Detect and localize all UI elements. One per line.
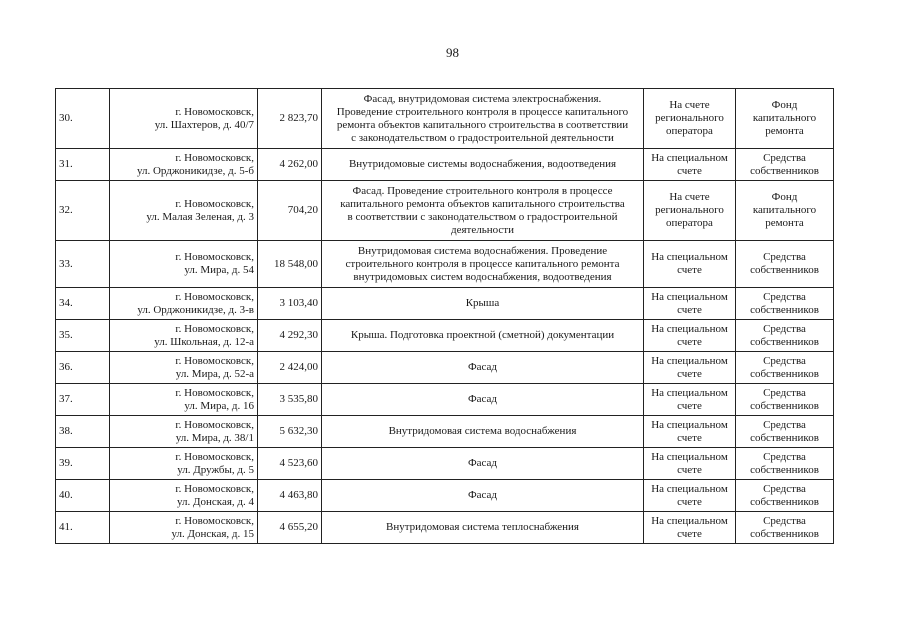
area-cell: 5 632,30	[258, 416, 322, 448]
account-line: счете	[677, 264, 702, 276]
work-type-line: Фасад	[467, 489, 498, 501]
row-number: 31.	[56, 149, 110, 181]
area-cell: 3 535,80	[258, 384, 322, 416]
funding-source-line: собственников	[750, 303, 819, 316]
account-cell	[644, 480, 736, 512]
account-line: счете	[677, 367, 702, 380]
funding-source-cell	[736, 149, 834, 181]
area-cell: 2 823,70	[258, 89, 322, 149]
account-line: На специальном	[651, 354, 728, 367]
address-cell	[110, 320, 258, 352]
funding-source-line: Фонд	[771, 99, 798, 111]
account-line: регионального	[655, 112, 724, 124]
address-city: г. Новомосковск,	[175, 514, 254, 527]
table-row	[56, 384, 834, 416]
funding-source-line: собственников	[750, 495, 819, 508]
account-cell	[644, 241, 736, 288]
work-type-line: Внутридомовые системы водоснабжения, водоотведения	[348, 158, 617, 170]
funding-source-line: собственников	[750, 527, 819, 540]
account-line: На специальном	[651, 322, 728, 335]
row-number: 40.	[56, 480, 110, 512]
account-line: счете	[677, 399, 702, 412]
address-city: г. Новомосковск,	[175, 290, 254, 303]
table-row	[56, 181, 834, 241]
work-type-cell	[322, 320, 644, 352]
work-type-cell	[322, 512, 644, 544]
account-cell	[644, 89, 736, 149]
funding-source-line: капитального	[752, 204, 817, 216]
work-type-line: Фасад, внутридомовая система электроснабжения.	[363, 92, 602, 105]
work-type-line: Крыша. Подготовка проектной (сметной) документации	[350, 329, 615, 341]
address-city: г. Новомосковск,	[175, 386, 254, 399]
area-cell: 4 292,30	[258, 320, 322, 352]
funding-source-cell	[736, 480, 834, 512]
address-cell	[110, 352, 258, 384]
table-row	[56, 89, 834, 149]
funding-source-cell	[736, 320, 834, 352]
address-cell	[110, 241, 258, 288]
account-line: На специальном	[651, 482, 728, 495]
funding-source-line: ремонта	[765, 125, 804, 137]
area-cell: 2 424,00	[258, 352, 322, 384]
work-type-line: с законодательством о градостроительной деятельности	[351, 131, 614, 144]
account-line: регионального	[655, 204, 724, 216]
area-cell: 704,20	[258, 181, 322, 241]
table-body	[56, 89, 834, 544]
account-line: На счете	[669, 191, 710, 203]
table-row	[56, 416, 834, 448]
address-street: ул. Дружбы, д. 5	[177, 463, 254, 476]
funding-source-line: собственников	[750, 367, 819, 380]
address-cell	[110, 512, 258, 544]
work-type-line: Крыша	[465, 297, 500, 309]
work-type-line: Внутридомовая система водоснабжения	[388, 425, 577, 437]
address-city: г. Новомосковск,	[175, 197, 254, 210]
account-cell	[644, 181, 736, 241]
funding-source-line: собственников	[750, 399, 819, 412]
row-number: 41.	[56, 512, 110, 544]
funding-source-cell	[736, 512, 834, 544]
account-cell	[644, 448, 736, 480]
funding-source-cell	[736, 181, 834, 241]
account-cell	[644, 512, 736, 544]
work-type-line: ремонта объектов капитального строительства в соответствии	[336, 118, 629, 131]
row-number: 32.	[56, 181, 110, 241]
account-line: На специальном	[651, 514, 728, 527]
account-line: счете	[677, 495, 702, 508]
table-row	[56, 320, 834, 352]
row-number: 33.	[56, 241, 110, 288]
funding-source-line: ремонта	[765, 217, 804, 229]
address-city: г. Новомосковск,	[175, 151, 254, 164]
work-type-line: Фасад. Проведение строительного контроля в процессе	[352, 184, 613, 197]
address-street: ул. Малая Зеленая, д. 3	[146, 210, 254, 223]
work-type-line: Проведение строительного контроля в процессе капитального	[336, 105, 629, 118]
row-number: 37.	[56, 384, 110, 416]
account-line: На специальном	[651, 386, 728, 399]
work-type-line: Внутридомовая система теплоснабжения	[386, 521, 579, 533]
account-line: оператора	[666, 217, 713, 229]
row-number: 36.	[56, 352, 110, 384]
area-cell: 4 523,60	[258, 448, 322, 480]
address-city: г. Новомосковск,	[175, 450, 254, 463]
funding-source-cell	[736, 384, 834, 416]
address-street: ул. Мира, д. 16	[184, 399, 254, 412]
table-row	[56, 149, 834, 181]
address-city: г. Новомосковск,	[175, 418, 254, 431]
account-line: счете	[677, 335, 702, 348]
address-city: г. Новомосковск,	[175, 251, 254, 263]
funding-source-line: собственников	[750, 431, 819, 444]
address-street: ул. Мира, д. 38/1	[175, 431, 254, 444]
funding-source-line: Средства	[763, 482, 806, 495]
work-type-cell	[322, 480, 644, 512]
funding-source-cell	[736, 89, 834, 149]
address-street: ул. Школьная, д. 12-а	[154, 335, 254, 348]
table-row	[56, 241, 834, 288]
area-cell: 18 548,00	[258, 241, 322, 288]
work-type-cell	[322, 448, 644, 480]
funding-source-line: Фонд	[771, 191, 798, 203]
area-cell: 3 103,40	[258, 288, 322, 320]
address-cell	[110, 288, 258, 320]
work-type-line: деятельности	[451, 223, 514, 236]
funding-source-line: собственников	[750, 164, 819, 177]
work-type-line: Фасад	[467, 361, 498, 373]
repair-program-table	[55, 88, 834, 544]
address-street: ул. Орджоникидзе, д. 5-б	[136, 164, 254, 177]
work-type-line: Фасад	[467, 457, 498, 469]
table-row	[56, 448, 834, 480]
account-line: счете	[677, 527, 702, 540]
funding-source-line: собственников	[750, 463, 819, 476]
account-line: счете	[677, 164, 702, 177]
account-line: На счете	[669, 99, 710, 111]
funding-source-cell	[736, 288, 834, 320]
address-street: ул. Шахтеров, д. 40/7	[154, 118, 254, 131]
funding-source-cell	[736, 416, 834, 448]
address-street: ул. Мира, д. 54	[184, 264, 254, 276]
table-row	[56, 352, 834, 384]
work-type-line: строительного контроля в процессе капитального ремонта	[345, 257, 620, 270]
address-city: г. Новомосковск,	[175, 322, 254, 335]
table-row	[56, 288, 834, 320]
area-cell: 4 655,20	[258, 512, 322, 544]
address-city: г. Новомосковск,	[175, 482, 254, 495]
row-number: 34.	[56, 288, 110, 320]
row-number: 35.	[56, 320, 110, 352]
work-type-cell	[322, 181, 644, 241]
account-cell	[644, 288, 736, 320]
page-number: 98	[446, 45, 459, 60]
funding-source-line: Средства	[763, 322, 806, 335]
address-cell	[110, 181, 258, 241]
address-city: г. Новомосковск,	[175, 354, 254, 367]
area-cell: 4 262,00	[258, 149, 322, 181]
address-cell	[110, 384, 258, 416]
funding-source-line: Средства	[763, 290, 806, 303]
address-street: ул. Донская, д. 4	[177, 495, 254, 508]
work-type-line: Фасад	[467, 393, 498, 405]
row-number: 39.	[56, 448, 110, 480]
address-city: г. Новомосковск,	[175, 105, 254, 118]
account-cell	[644, 416, 736, 448]
address-street: ул. Орджоникидзе, д. 3-в	[137, 303, 254, 316]
account-line: оператора	[666, 125, 713, 137]
account-cell	[644, 149, 736, 181]
account-line: На специальном	[651, 450, 728, 463]
account-line: счете	[677, 303, 702, 316]
account-line: На специальном	[651, 418, 728, 431]
table-row	[56, 512, 834, 544]
funding-source-cell	[736, 352, 834, 384]
account-line: счете	[677, 463, 702, 476]
funding-source-line: Средства	[763, 386, 806, 399]
account-cell	[644, 352, 736, 384]
account-line: На специальном	[651, 151, 728, 164]
address-cell	[110, 89, 258, 149]
funding-source-cell	[736, 448, 834, 480]
account-cell	[644, 320, 736, 352]
address-cell	[110, 480, 258, 512]
work-type-cell	[322, 416, 644, 448]
funding-source-line: собственников	[750, 335, 819, 348]
area-cell: 4 463,80	[258, 480, 322, 512]
address-cell	[110, 149, 258, 181]
table-row	[56, 480, 834, 512]
address-street: ул. Мира, д. 52-а	[175, 367, 254, 380]
address-cell	[110, 416, 258, 448]
address-cell	[110, 448, 258, 480]
funding-source-line: капитального	[752, 112, 817, 124]
work-type-cell	[322, 241, 644, 288]
account-line: На специальном	[651, 290, 728, 303]
work-type-cell	[322, 352, 644, 384]
work-type-line: в соответствии с законодательством о градостроительной	[347, 210, 618, 223]
row-number: 38.	[56, 416, 110, 448]
work-type-cell	[322, 384, 644, 416]
work-type-cell	[322, 89, 644, 149]
funding-source-line: Средства	[763, 151, 806, 164]
work-type-cell	[322, 288, 644, 320]
account-cell	[644, 384, 736, 416]
work-type-line: капитального ремонта объектов капитального строительства	[340, 197, 625, 210]
work-type-line: Внутридомовая система водоснабжения. Проведение	[357, 244, 608, 257]
work-type-line: внутридомовых систем водоснабжения, водоотведения	[353, 270, 612, 283]
row-number: 30.	[56, 89, 110, 149]
funding-source-line: Средства	[763, 514, 806, 527]
funding-source-cell	[736, 241, 834, 288]
account-line: счете	[677, 431, 702, 444]
address-street: ул. Донская, д. 15	[171, 527, 254, 540]
funding-source-line: Средства	[763, 450, 806, 463]
funding-source-line: собственников	[750, 264, 819, 276]
work-type-cell	[322, 149, 644, 181]
funding-source-line: Средства	[763, 418, 806, 431]
funding-source-line: Средства	[763, 354, 806, 367]
account-line: На специальном	[651, 251, 728, 263]
funding-source-line: Средства	[763, 251, 806, 263]
